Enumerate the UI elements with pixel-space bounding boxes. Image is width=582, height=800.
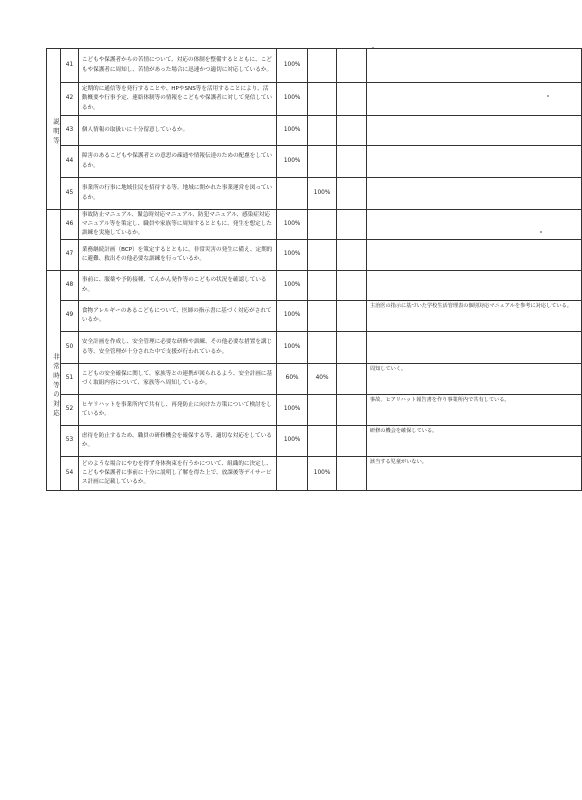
item-note [366,210,581,240]
item-number: 49 [60,301,78,332]
table-row [47,364,582,395]
rate-yes: 100% [277,49,308,83]
table-row [47,395,582,426]
table-row [47,178,582,210]
item-question: こどもの安全確保に関して、家族等との連携が図られるよう、安全計画に基づく取組内容について、家族等へ周知しているか。 [78,364,276,395]
table-row [47,240,582,271]
item-number: 45 [60,178,78,210]
item-question: こどもや保護者からの苦情について、対応の体制を整備するとともに、こどもや保護者に周知し、苦情があった場合に迅速かつ適切に対応しているか。 [78,49,276,83]
rate-mid [308,395,337,426]
table-row [47,146,582,178]
item-number: 54 [60,457,78,491]
item-question: 定期的に通信等を発行することや、HPやSNS等を活用することにより、活動概要や行事予定、連絡体制等の情報をこどもや保護者に対して発信しているか。 [78,83,276,116]
table-row [47,83,582,116]
item-note: 事故、ヒアリハット報告書を作り事業所内で共有している。 [366,395,581,426]
rate-yes: 100% [277,83,308,116]
item-number: 46 [60,210,78,240]
rate-no [337,395,367,426]
rate-yes [277,457,308,491]
section-spacer [47,210,61,271]
rate-yes: 100% [277,146,308,178]
table-row [47,116,582,146]
item-note [366,271,581,301]
item-question: 事業所の行事に地域住民を招待する等、地域に開かれた事業運営を図っているか。 [78,178,276,210]
rate-mid: 100% [308,178,337,210]
rate-no [337,457,367,491]
rate-mid: 100% [308,457,337,491]
item-note: 主治医の指示に基づいた学校生活管理表の個別対応マニュアルを参考に対応している。 [366,301,581,332]
rate-no [337,49,367,83]
rate-yes: 100% [277,271,308,301]
rate-yes: 100% [277,395,308,426]
item-number: 42 [60,83,78,116]
item-number: 51 [60,364,78,395]
rate-yes: 100% [277,301,308,332]
table-row [47,210,582,240]
rate-no [337,83,367,116]
item-number: 53 [60,426,78,457]
item-question: 業務継続計画（BCP）を策定するとともに、非常災害の発生に備え、定期的に避難、救出その他必要な訓練を行っているか。 [78,240,276,271]
rate-mid [308,83,337,116]
item-question: 障害のあるこどもや保護者との意思の疎通や情報伝達のための配慮をしているか。 [78,146,276,178]
item-note [366,146,581,178]
item-note: 研修の機会を確保している。 [366,426,581,457]
rate-no [337,240,367,271]
rate-yes: 60% [277,364,308,395]
rate-mid [308,116,337,146]
section-label-emergency: 非常時等の対応 [47,271,61,491]
rate-yes: 100% [277,210,308,240]
item-note [366,116,581,146]
rate-mid [308,49,337,83]
item-number: 47 [60,240,78,271]
item-note [366,83,581,116]
table-row [47,301,582,332]
rate-no [337,271,367,301]
rate-no [337,146,367,178]
table-row [47,49,582,83]
item-question: ヒヤリハットを事業所内で共有し、再発防止に向けた方策について検討をしているか。 [78,395,276,426]
item-question: 食物アレルギーのあるこどもについて、医師の指示書に基づく対応がされているか。 [78,301,276,332]
rate-no [337,210,367,240]
item-note [366,240,581,271]
rate-mid [308,210,337,240]
rate-no [337,178,367,210]
item-number: 44 [60,146,78,178]
item-note: 該当する児童がいない。 [366,457,581,491]
table-row [47,426,582,457]
rate-mid: 40% [308,364,337,395]
rate-no [337,116,367,146]
rate-mid [308,332,337,364]
item-note [366,332,581,364]
rate-no [337,332,367,364]
rate-no [337,301,367,332]
table-row [47,271,582,301]
item-number: 52 [60,395,78,426]
item-question: どのような場合にやむを得ず身体拘束を行うかについて、組織的に決定し、こどもや保護者に事前に十分に説明し了解を得た上で、放課後等デイサービス計画に記載しているか。 [78,457,276,491]
rate-yes: 100% [277,332,308,364]
rate-mid [308,240,337,271]
item-number: 48 [60,271,78,301]
rate-yes [277,178,308,210]
item-note [366,49,581,83]
item-question: 事故防止マニュアル、緊急時対応マニュアル、防犯マニュアル、感染症対応マニュアル等を策定し、職員や家族等に周知するとともに、発生を想定した訓練を実施しているか。 [78,210,276,240]
rate-mid [308,301,337,332]
section-label-explanation: 説明等 [47,49,61,210]
table-row [47,332,582,364]
rate-mid [308,146,337,178]
item-question: 個人情報の取扱いに十分留意しているか。 [78,116,276,146]
rate-mid [308,426,337,457]
rate-yes: 100% [277,116,308,146]
item-question: 安全計画を作成し、安全管理に必要な研修や訓練、その他必要な措置を講じる等、安全管理が十分された中で支援が行われているか。 [78,332,276,364]
table-row [47,457,582,491]
rate-no [337,426,367,457]
rate-no [337,364,367,395]
rate-mid [308,271,337,301]
rate-yes: 100% [277,426,308,457]
item-note [366,178,581,210]
item-question: 虐待を防止するため、職員の研修機会を確保する等、適切な対応をしているか。 [78,426,276,457]
item-note: 周知していく。 [366,364,581,395]
evaluation-table [46,48,582,491]
item-number: 50 [60,332,78,364]
rate-yes: 100% [277,240,308,271]
item-number: 43 [60,116,78,146]
item-number: 41 [60,49,78,83]
item-question: 事前に、服薬や予防接種、てんかん発作等のこどもの状況を確認しているか。 [78,271,276,301]
